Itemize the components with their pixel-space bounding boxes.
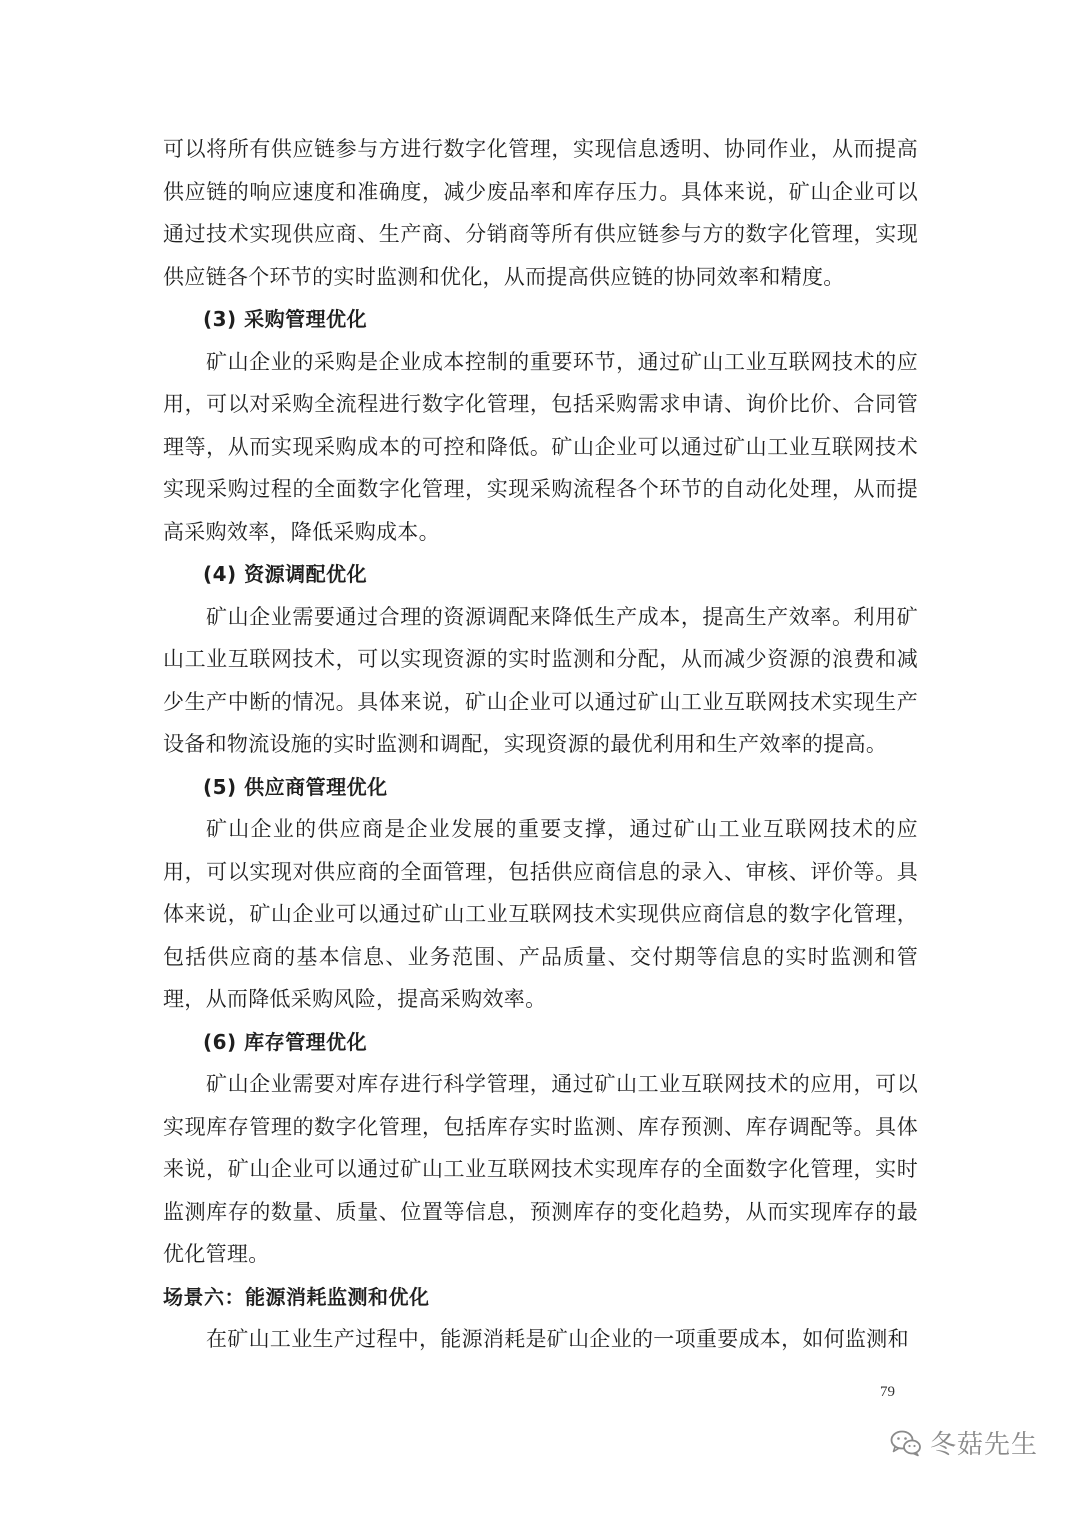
document-page xyxy=(163,128,918,1361)
paragraph: 矿山企业的供应商是企业发展的重要支撑，通过矿山工业互联网技术的应用，可以实现对供应商的全面管理，包括供应商信息的录入、审核、评价等。具体来说，矿山企业可以通过矿山工业互联网技术实现供应商信息的数字化管理，包括供应商的基本信息、业务范围、产品质量、交付期等信息的实时监测和管理，从而降低采购风险，提高采购效率。 xyxy=(163,817,918,1011)
section-heading: (6) 库存管理优化 xyxy=(203,1029,368,1054)
paragraph: 矿山企业需要通过合理的资源调配来降低生产成本，提高生产效率。利用矿山工业互联网技术，可以实现资源的实时监测和分配，从而减少资源的浪费和减少生产中断的情况。具体来说，矿山企业可以通过矿山工业互联网技术实现生产设备和物流设施的实时监测和调配，实现资源的最优利用和生产效率的提高。 xyxy=(163,604,918,756)
wechat-icon xyxy=(890,1429,922,1457)
paragraph: 可以将所有供应链参与方进行数字化管理，实现信息透明、协同作业，从而提高供应链的响应速度和准确度，减少废品率和库存压力。具体来说，矿山企业可以通过技术实现供应商、生产商、分销商等所有供应链参与方的数字化管理，实现供应链各个环节的实时监测和优化，从而提高供应链的协同效率和精度。 xyxy=(163,137,918,289)
page-number: 79 xyxy=(880,1384,895,1400)
watermark xyxy=(890,1424,1038,1461)
paragraph: 在矿山工业生产过程中，能源消耗是矿山企业的一项重要成本，如何监测和 xyxy=(206,1327,909,1351)
watermark-text: 冬菇先生 xyxy=(929,1430,1038,1460)
section-heading: (5) 供应商管理优化 xyxy=(203,774,388,799)
section-heading: (3) 采购管理优化 xyxy=(203,307,368,331)
scene-heading: 场景六：能源消耗监测和优化 xyxy=(163,1284,430,1309)
section-heading: (4) 资源调配优化 xyxy=(203,562,368,586)
paragraph: 矿山企业需要对库存进行科学管理，通过矿山工业互联网技术的应用，可以实现库存管理的数字化管理，包括库存实时监测、库存预测、库存调配等。具体来说，矿山企业可以通过矿山工业互联网技术实现库存的全面数字化管理，实时监测库存的数量、质量、位置等信息，预测库存的变化趋势，从而实现库存的最优化管理。 xyxy=(163,1072,918,1266)
paragraph: 矿山企业的采购是企业成本控制的重要环节，通过矿山工业互联网技术的应用，可以对采购全流程进行数字化管理，包括采购需求申请、询价比价、合同管理等，从而实现采购成本的可控和降低。矿山企业可以通过矿山工业互联网技术实现采购过程的全面数字化管理，实现采购流程各个环节的自动化处理，从而提高采购效率，降低采购成本。 xyxy=(163,349,918,544)
